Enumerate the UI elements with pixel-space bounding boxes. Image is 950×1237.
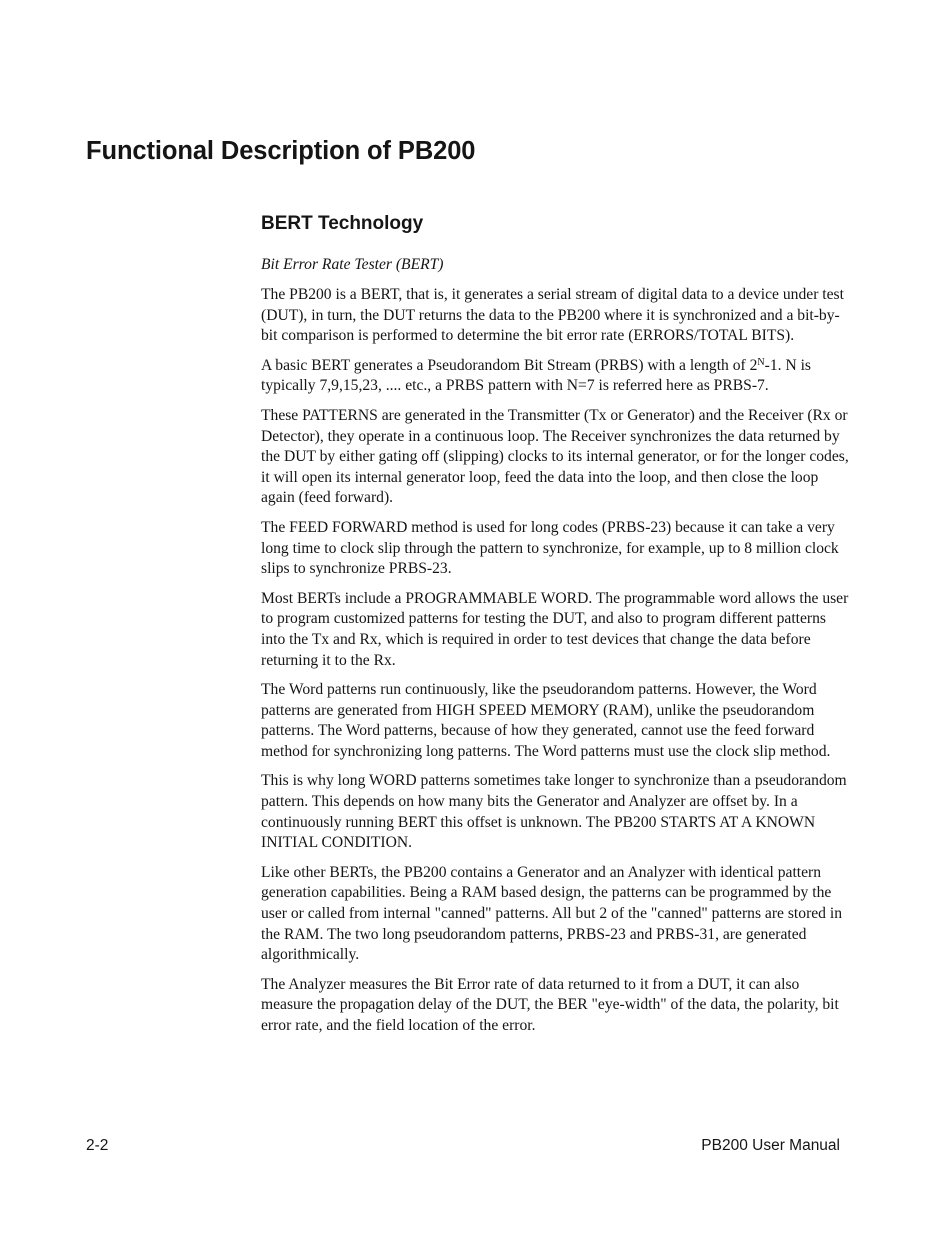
section-content <box>261 210 853 1046</box>
paragraph-prbs <box>261 356 853 397</box>
paragraph-feed-forward: The FEED FORWARD method is used for long codes (PRBS-23) because it can take a very long time to clock slip through the pattern to synchronize, for example, up to 8 million clock slips to synchronize PRBS-23. <box>261 518 839 578</box>
footer-manual-name: PB200 User Manual <box>701 1137 840 1154</box>
paragraph-prbs-text-end: -1. N is typically 7,9,15,23, .... etc., a PRBS pattern with N=7 is referred here as PRBS-7. <box>261 356 812 395</box>
section-heading: BERT Technology <box>261 213 424 234</box>
paragraph-patterns: These PATTERNS are generated in the Transmitter (Tx or Generator) and the Receiver (Rx or Detector), they operate in a continuous loop. The Receiver synchronizes the data returned by the DUT by either gating off (slipping) clocks to its internal generator, or for the longer codes, it will open its internal generator loop, feed the data into the loop, and then close the loop again (feed forward). <box>261 406 849 507</box>
page-title: Functional Description of PB200 <box>86 137 476 165</box>
paragraph-analyzer-measures: The Analyzer measures the Bit Error rate of data returned to it from a DUT, it can also measure the propagation delay of the DUT, the BER "eye-width" of the data, the polarity, bit error rate, and the field location of the error. <box>261 975 839 1034</box>
paragraph-prbs-superscript: N <box>757 356 765 368</box>
paragraph-generator-analyzer: Like other BERTs, the PB200 contains a Generator and an Analyzer with identical pattern generation capabilities. Being a RAM based design, the patterns can be programmed by the user or called from internal "canned" patterns. All but 2 of the "canned" patterns are stored in the RAM. The two long pseudorandom patterns, PRBS-23 and PRBS-31, are generated algorithmically. <box>261 863 843 964</box>
section-subtitle: Bit Error Rate Tester (BERT) <box>261 256 444 273</box>
paragraph-programmable-word: Most BERTs include a PROGRAMMABLE WORD. The programmable word allows the user to program customized patterns for testing the DUT, and also to program different patterns into the Tx and Rx, which is required in order to test devices that change the data before returning it to the Rx. <box>261 589 849 669</box>
footer-page-number: 2-2 <box>86 1137 109 1154</box>
paragraph-prbs-text-start: A basic BERT generates a Pseudorandom Bit Stream (PRBS) with a length of 2 <box>261 356 758 374</box>
paragraph-bert-overview: The PB200 is a BERT, that is, it generates a serial stream of digital data to a device under test (DUT), in turn, the DUT returns the data to the PB200 where it is synchronized and a bit-by-bit comparison is performed to determine the bit error rate (ERRORS/TOTAL BITS). <box>261 286 844 345</box>
paragraph-word-patterns: The Word patterns run continuously, like the pseudorandom patterns. However, the Word patterns are generated from HIGH SPEED MEMORY (RAM), unlike the pseudorandom patterns. The Word patterns, because of how they generated, cannot use the feed forward method for synchronizing long patterns. The Word patterns must use the clock slip method. <box>261 681 831 760</box>
paragraph-synchronize: This is why long WORD patterns sometimes take longer to synchronize than a pseudorandom pattern. This depends on how many bits the Generator and Analyzer are offset by. In a continuously running BERT this offset is unknown. The PB200 STARTS AT A KNOWN INITIAL CONDITION. <box>261 772 847 852</box>
